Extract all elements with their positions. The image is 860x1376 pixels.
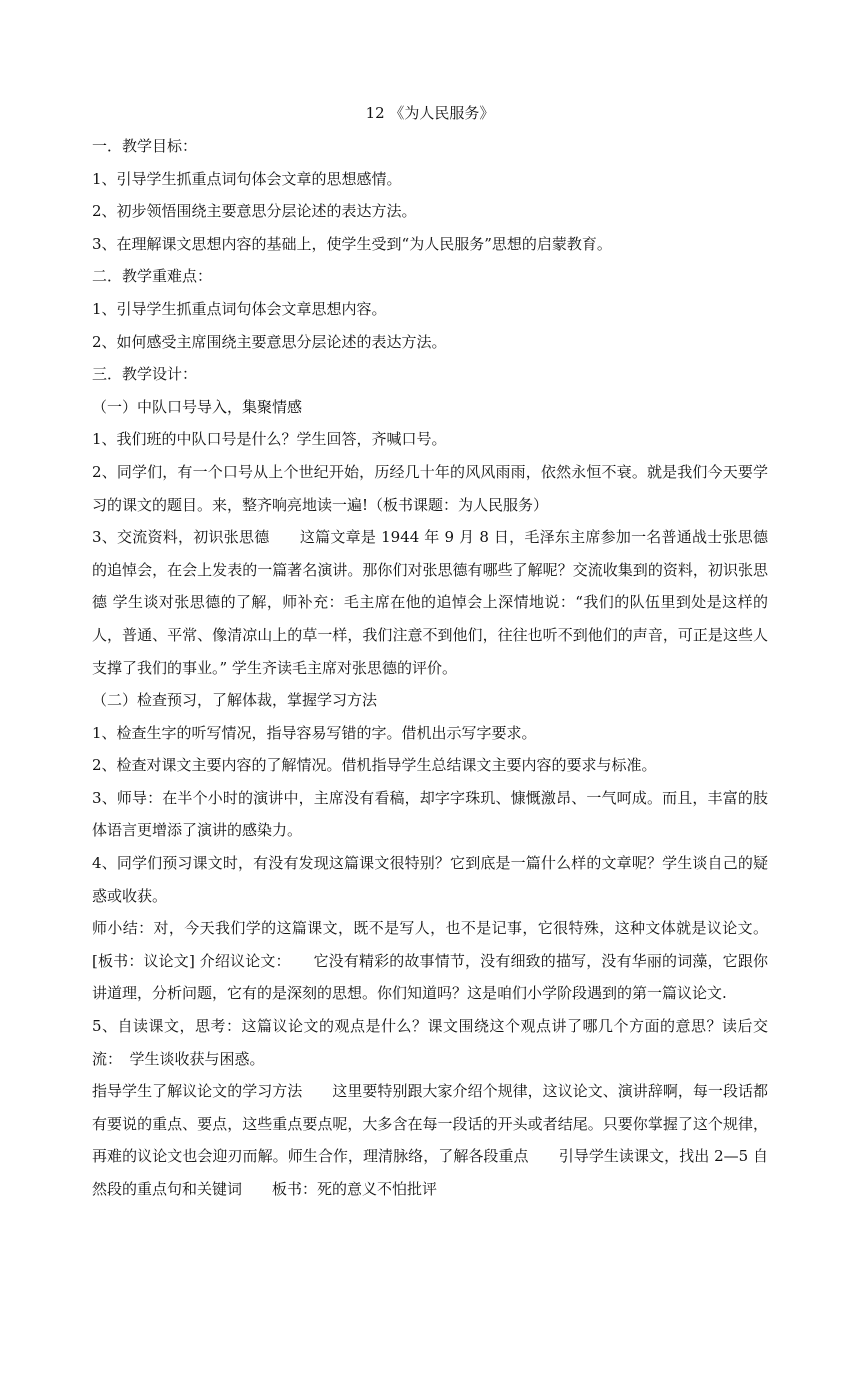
key-point-item-2: 2、如何感受主席围绕主要意思分层论述的表达方法。 [92, 332, 447, 351]
document-page [92, 96, 768, 1206]
subsection-heading-2: （二）检查预习，了解体裁，掌握学习方法 [92, 691, 378, 710]
document-title: 12 《为人民服务》 [365, 104, 495, 122]
design-paragraph: 5、自读课文，思考：这篇议论文的观点是什么？课文围绕这个观点讲了哪几个方面的意思？读后交流： 学生谈收获与困惑。 [92, 1017, 768, 1068]
design-paragraph: 1、我们班的中队口号是什么？学生回答，齐喊口号。 [92, 430, 447, 449]
subsection-heading-1: （一）中队口号导入，集聚情感 [92, 397, 303, 416]
section-heading-design: 三．教学设计： [92, 365, 198, 384]
design-paragraph: 2、同学们，有一个口号从上个世纪开始，历经几十年的风风雨雨，依然永恒不衰。就是我们今天要学习的课文的题目。来，整齐响亮地读一遍!（板书课题：为人民服务） [92, 462, 768, 514]
design-paragraph: 3、交流资料，初识张思德 这篇文章是 1944 年 9 月 8 日，毛泽东主席参加一名普通战士张思德的追悼会，在会上发表的一篇著名演讲。那你们对张思德有哪些了解呢？交流收集到的资料，初识张思德 学生谈对张思德的了解，师补充：毛主席在他的追悼会上深情地说：“我们的队伍里到处是这样的人，普通、平常、像清凉山上的草一样，我们注意不到他们，往往也听不到他们的声音，可正是这些人支撑了我们的事业。” 学生齐读毛主席对张思德的评价。 [92, 528, 768, 677]
key-point-item-1: 1、引导学生抓重点词句体会文章思想内容。 [92, 299, 387, 318]
teacher-summary-paragraph: 师小结：对，今天我们学的这篇课文，既不是写人，也不是记事，它很特殊，这种文体就是议论文。[板书：议论文] 介绍议论文： 它没有精彩的故事情节，没有细致的描写，没有华丽的词藻，它跟你讲道理，分析问题，它有的是深刻的思想。你们知道吗？这是咱们小学阶段遇到的第一篇议论文. [92, 919, 768, 1003]
objective-item-1: 1、引导学生抓重点词句体会文章的思想感情。 [92, 169, 402, 188]
design-paragraph: 4、同学们预习课文时，有没有发现这篇课文很特别？它到底是一篇什么样的文章呢？学生谈自己的疑惑或收获。 [92, 854, 768, 905]
objective-item-2: 2、初步领悟围绕主要意思分层论述的表达方法。 [92, 202, 417, 221]
design-paragraph: 1、检查生字的听写情况，指导容易写错的字。借机出示写字要求。 [92, 723, 537, 742]
section-heading-key-points: 二．教学重难点： [92, 267, 213, 286]
method-guidance-paragraph: 指导学生了解议论文的学习方法 这里要特别跟大家介绍个规律，这议论文、演讲辞啊，每一段话都有要说的重点、要点，这些重点要点呢，大多含在每一段话的开头或者结尾。只要你掌握了这个规律，再难的议论文也会迎刃而解。师生合作，理清脉络，了解各段重点 引导学生读课文，找出 2—5 自然段的重点句和关键词 板书：死的意义不怕批评 [92, 1082, 768, 1198]
design-paragraph: 2、检查对课文主要内容的了解情况。借机指导学生总结课文主要内容的要求与标准。 [92, 756, 657, 775]
design-paragraph: 3、师导：在半个小时的演讲中，主席没有看稿，却字字珠玑、慷慨激昂、一气呵成。而且，丰富的肢体语言更增添了演讲的感染力。 [92, 788, 768, 840]
objective-item-3: 3、在理解课文思想内容的基础上，使学生受到“为人民服务”思想的启蒙教育。 [92, 234, 612, 253]
section-heading-objectives: 一．教学目标： [92, 137, 198, 155]
